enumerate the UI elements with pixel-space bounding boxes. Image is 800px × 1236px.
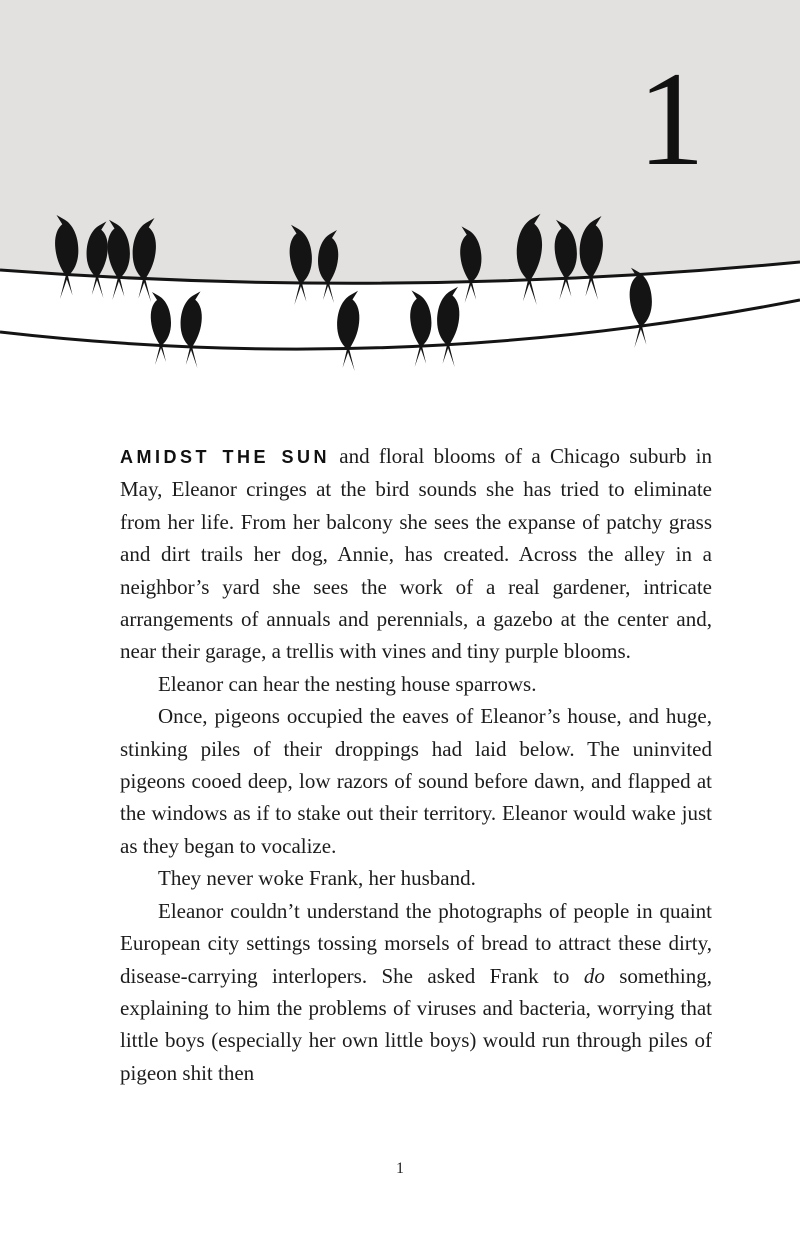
final-paragraph-italic-word: do	[583, 963, 605, 988]
opening-paragraph	[120, 440, 712, 668]
final-paragraph-before: Eleanor couldn’t understand the photographs of people in quaint European city settings tossing morsels of bread to attract these dirty, disease-carrying interlopers. She asked Frank to	[120, 898, 712, 988]
body-paragraph-final	[120, 895, 712, 1089]
bird-silhouette	[151, 292, 171, 365]
opening-paragraph-text: and floral blooms of a Chicago suburb in May, Eleanor cringes at the bird sounds she has tried to eliminate from her life. From her balcony she sees the expanse of patchy grass and dirt trails her dog, Annie, has created. Across the alley in a neighbor’s yard she sees the work of a real gardener, intricate arrangements of annuals and perennials, a gazebo at the center and, near their garage, a trellis with vines and tiny purple blooms.	[120, 444, 713, 664]
bird-silhouette	[181, 291, 202, 368]
body-text	[120, 440, 712, 1089]
bird-silhouette	[410, 290, 431, 367]
chapter-number: 1	[637, 45, 705, 194]
body-paragraph: Once, pigeons occupied the eaves of Eleanor’s house, and huge, stinking piles of their droppings had laid below. The uninvited pigeons cooed deep, low razors of sound before dawn, and flapped at the windows as if to stake out their territory. Eleanor would wake just as they began to vocalize.	[120, 704, 712, 858]
bird-silhouette	[437, 287, 459, 367]
lead-in-caps: AMIDST THE SUN	[120, 447, 331, 467]
bird-silhouette	[630, 268, 652, 348]
page-number: 1	[396, 1160, 404, 1177]
lower-wire	[0, 300, 800, 349]
body-paragraph: They never woke Frank, her husband.	[158, 866, 476, 891]
final-paragraph-after: something, explaining to him the problems of viruses and bacteria, worrying that little boys (especially her own little boys) would run through piles of pigeon shit then	[120, 963, 712, 1085]
bird-silhouette	[337, 291, 359, 371]
body-paragraph: Eleanor can hear the nesting house sparrows.	[158, 671, 537, 696]
